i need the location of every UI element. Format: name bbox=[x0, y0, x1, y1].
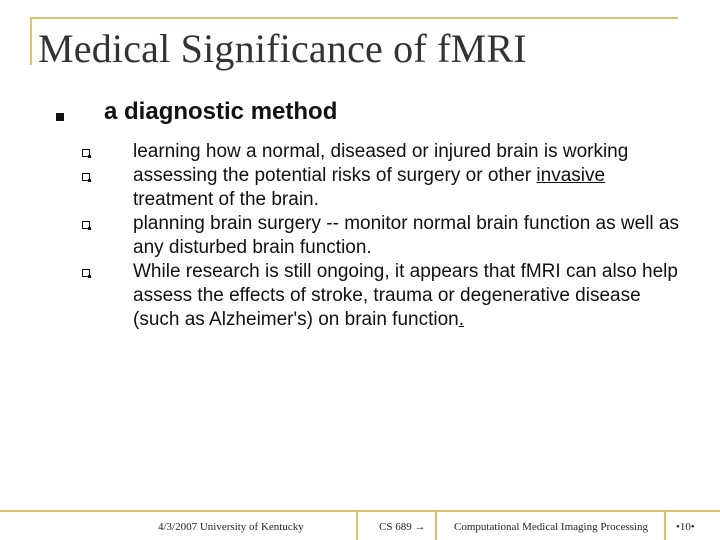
period-link[interactable]: . bbox=[458, 309, 465, 330]
footer-date: 4/3/2007 University of Kentucky bbox=[158, 521, 304, 533]
slide-title: Medical Significance of fMRI bbox=[38, 26, 527, 71]
hollow-square-bullet-icon bbox=[82, 149, 90, 157]
invasive-link[interactable]: invasive bbox=[536, 165, 606, 186]
list-item-text-part: assessing the potential risks of surgery or other bbox=[133, 165, 537, 186]
list-item bbox=[82, 260, 682, 332]
title-frame-top-line bbox=[30, 17, 678, 19]
list-item-text-part: treatment of the brain. bbox=[133, 189, 319, 210]
list-item-text: planning brain surgery -- monitor normal brain function as well as any disturbed brain function. bbox=[133, 213, 679, 258]
list-item bbox=[82, 164, 682, 212]
bullet-list bbox=[82, 140, 682, 332]
footer bbox=[0, 510, 720, 540]
footer-course: CS 689 → bbox=[379, 521, 426, 533]
hollow-square-bullet-icon bbox=[82, 173, 90, 181]
list-item-text: learning how a normal, diseased or injured brain is working bbox=[133, 141, 629, 162]
hollow-square-bullet-icon bbox=[82, 221, 90, 229]
list-item-text bbox=[133, 164, 682, 212]
list-item bbox=[82, 140, 682, 164]
list-item-text-part: While research is still ongoing, it appears that fMRI can also help assess the effects of stroke, trauma or degenerative disease (such as Alzheimer's) on brain function bbox=[133, 261, 678, 330]
section-heading: a diagnostic method bbox=[104, 98, 338, 125]
list-item bbox=[82, 212, 682, 260]
title-frame-left-line bbox=[30, 17, 32, 65]
list-item-text bbox=[133, 260, 682, 332]
square-bullet-icon bbox=[56, 113, 64, 121]
footer-page-number: •10• bbox=[676, 521, 695, 533]
hollow-square-bullet-icon bbox=[82, 269, 90, 277]
footer-department: Computational Medical Imaging Processing bbox=[454, 521, 648, 533]
